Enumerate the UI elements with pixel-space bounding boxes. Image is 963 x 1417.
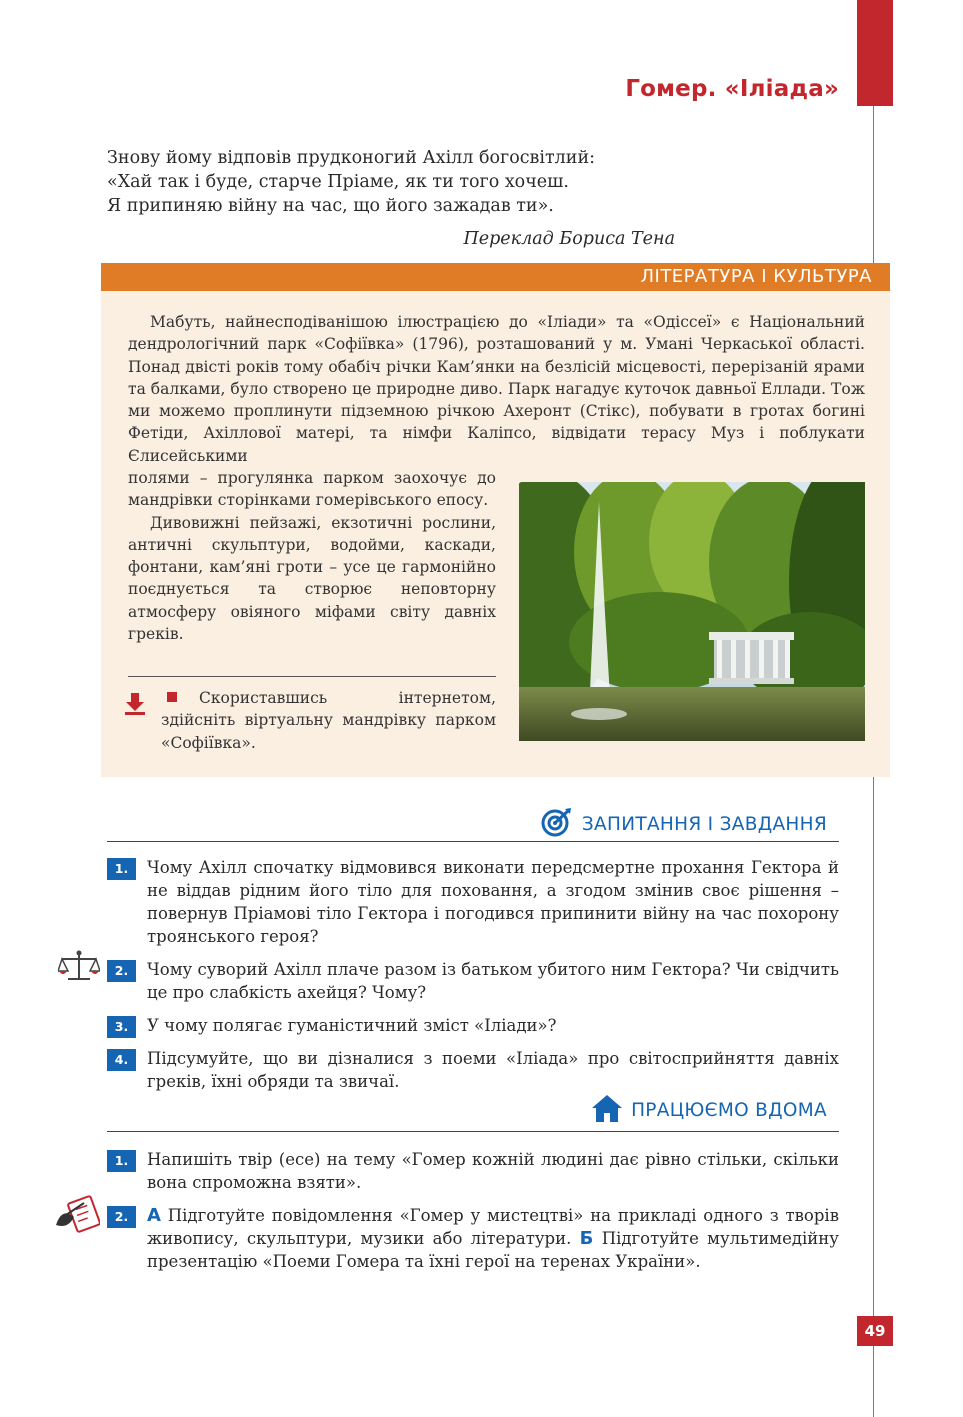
- target-icon: [540, 806, 574, 843]
- chapter-tab: [857, 0, 893, 106]
- page-header-title: Гомер. «Іліада»: [625, 76, 839, 102]
- homework-number: 1.: [107, 1150, 136, 1172]
- homework-text-b: Підготуйте мультимедійну презентацію «Поеми Гомера та їхні герої на теренах України».: [147, 1229, 839, 1271]
- poem-line: Знову йому відповів прудконогий Ахілл богосвітлий:: [107, 148, 596, 168]
- question-number: 4.: [107, 1049, 136, 1071]
- page-number: 49: [857, 1316, 893, 1346]
- questions-divider: [107, 841, 839, 842]
- question-item: [107, 958, 839, 1004]
- culture-paragraph-2: Дивовижні пейзажі, екзотичні рослини, античні скульптури, водойми, каскади, фонтани, кам’яні гроти – усе це гармонійно поєднується та створює неповторну атмосферу овіяного міфами світу давніх греків.: [128, 513, 496, 644]
- questions-list: [107, 856, 839, 1103]
- questions-heading: [540, 806, 827, 843]
- question-text: У чому полягає гуманістичний зміст «Іліади»?: [147, 1016, 557, 1035]
- house-icon: [591, 1093, 623, 1128]
- homework-text-a: Підготуйте повідомлення «Гомер у мистецтві» на прикладі одного з творів живопису, скульптури, музики або літератури.: [147, 1206, 839, 1248]
- homework-text: Напишіть твір (есе) на тему «Гомер кожній людині дає рівно стільки, скільки вона спроможна взяти».: [147, 1150, 839, 1192]
- poem-excerpt: [107, 146, 707, 218]
- option-letter-b: Б: [579, 1228, 594, 1249]
- question-text: Підсумуйте, що ви дізналися з поеми «Іліада» про світосприйняття давніх греків, їхні обряди та звичаї.: [147, 1049, 839, 1091]
- translation-credit: Переклад Бориса Тена: [463, 229, 675, 249]
- sofiyivka-park-photo: [519, 482, 865, 741]
- question-number: 1.: [107, 858, 136, 880]
- poem-line: «Хай так і буде, старче Пріаме, як ти того хочеш.: [107, 172, 569, 192]
- question-text: Чому суворий Ахілл плаче разом із батьком убитого ним Гектора? Чи свідчить це про слабкість ахейця? Чому?: [147, 960, 839, 1002]
- question-number: 2.: [107, 960, 136, 982]
- homework-list: [107, 1148, 839, 1283]
- writing-icon: [54, 1195, 100, 1239]
- homework-heading: [591, 1093, 827, 1128]
- poem-line: Я припиняю війну на час, що його зажадав ти».: [107, 196, 554, 216]
- culture-narrow-column: [128, 467, 496, 645]
- question-number: 3.: [107, 1016, 136, 1038]
- question-item: [107, 1014, 839, 1037]
- internet-task: [123, 687, 496, 754]
- questions-heading-label: ЗАПИТАННЯ І ЗАВДАННЯ: [581, 814, 827, 835]
- homework-heading-label: ПРАЦЮЄМО ВДОМА: [631, 1100, 827, 1121]
- scales-icon: [58, 949, 100, 987]
- option-letter-a: А: [147, 1205, 161, 1226]
- bullet-square: [167, 692, 177, 702]
- homework-divider: [107, 1131, 839, 1132]
- question-item: [107, 856, 839, 948]
- question-text: Чому Ахілл спочатку відмовився виконати передсмертне прохання Гектора й не віддав рідним його тіло для поховання, а згодом змінив своє рішення – повернув Пріамові тіло Гектора і погодився припинити війну на час похорону троянського героя?: [147, 858, 839, 946]
- homework-number: 2.: [107, 1206, 136, 1228]
- download-icon: [123, 691, 147, 717]
- task-divider: [128, 676, 496, 677]
- culture-paragraph: Мабуть, найнесподіванішою ілюстрацією до «Іліади» та «Одіссеї» є Національний дендрологічний парк «Софіївка» (1796), розташований у м. Умані Черкаської області. Понад двісті років тому обабіч річки Кам’янки на безлісій місцевості, перерізаній ярами та балками, було створено це природне диво. Парк нагадує куточок давньої Еллади. Тож ми можемо проплинути підземною річкою Ахеронт (Стікс), побувати в гротах богині Фетіди, Ахіллової матері, та німфи Каліпсо, відвідати терасу Муз і поблукати Єлисейськими: [128, 313, 865, 465]
- task-text: Скориставшись інтернетом, здійсніть віртуальну мандрівку парком «Софіївка».: [161, 689, 496, 752]
- culture-heading: ЛІТЕРАТУРА І КУЛЬТУРА: [101, 263, 890, 291]
- question-item: [107, 1047, 839, 1093]
- homework-item: [107, 1204, 839, 1273]
- culture-paragraph-end: полями – прогулянка парком заохочує до мандрівки сторінками гомерівського епосу.: [128, 469, 496, 510]
- homework-item: [107, 1148, 839, 1194]
- literature-culture-box: [101, 263, 890, 777]
